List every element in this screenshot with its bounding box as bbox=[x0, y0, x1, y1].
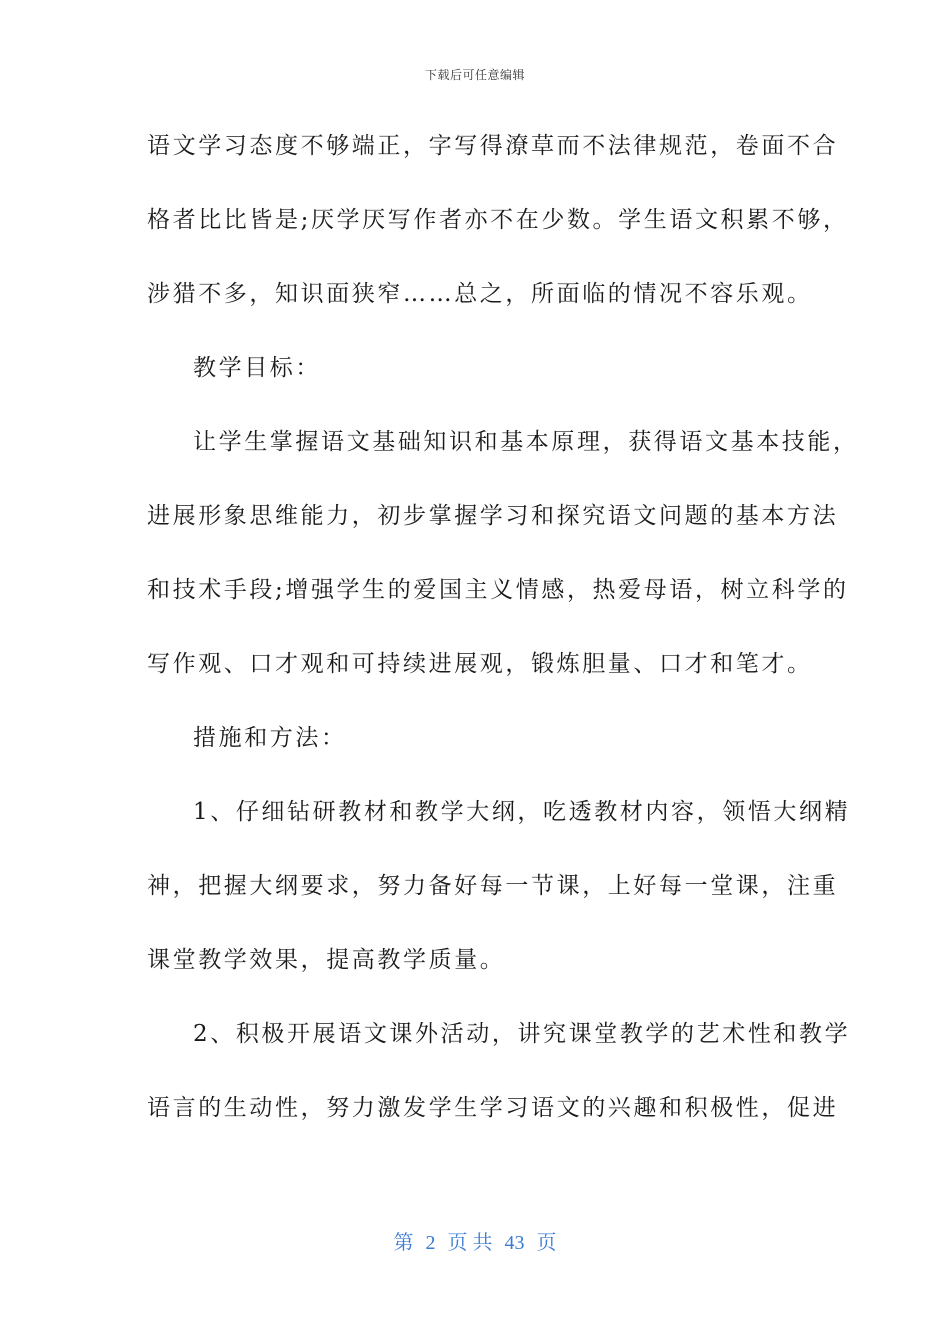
text-line: 2、积极开展语文课外活动，讲究课堂教学的艺术性和教学 bbox=[193, 1021, 851, 1047]
footer-middle: 页 共 bbox=[447, 1232, 493, 1254]
text-line: 语文学习态度不够端正，字写得潦草而不法律规范，卷面不合 bbox=[147, 133, 839, 159]
document-body bbox=[147, 124, 859, 1160]
section-heading: 措施和方法： bbox=[193, 725, 347, 751]
text-line: 神，把握大纲要求，努力备好每一节课，上好每一堂课，注重 bbox=[147, 873, 839, 899]
current-page-number: 2 bbox=[425, 1232, 436, 1254]
total-pages-number: 43 bbox=[504, 1232, 525, 1254]
section-heading: 教学目标： bbox=[193, 355, 321, 381]
header-note: 下载后可任意编辑 bbox=[424, 68, 525, 82]
page-footer bbox=[0, 1226, 950, 1255]
text-line: 格者比比皆是;厌学厌写作者亦不在少数。学生语文积累不够， bbox=[147, 207, 849, 233]
text-line: 涉猎不多，知识面狭窄……总之，所面临的情况不容乐观。 bbox=[147, 281, 813, 307]
text-line: 写作观、口才观和可持续进展观，锻炼胆量、口才和笔才。 bbox=[147, 651, 813, 677]
text-line: 课堂教学效果，提高教学质量。 bbox=[147, 947, 506, 973]
footer-suffix: 页 bbox=[536, 1232, 557, 1254]
text-line: 1、仔细钻研教材和教学大纲，吃透教材内容，领悟大纲精 bbox=[193, 799, 851, 825]
footer-prefix: 第 bbox=[393, 1232, 414, 1254]
text-line: 语言的生动性，努力激发学生学习语文的兴趣和积极性，促进 bbox=[147, 1095, 839, 1121]
text-line: 让学生掌握语文基础知识和基本原理，获得语文基本技能， bbox=[193, 429, 859, 455]
text-line: 和技术手段;增强学生的爱国主义情感，热爱母语，树立科学的 bbox=[147, 577, 849, 603]
text-line: 进展形象思维能力，初步掌握学习和探究语文问题的基本方法 bbox=[147, 503, 839, 529]
